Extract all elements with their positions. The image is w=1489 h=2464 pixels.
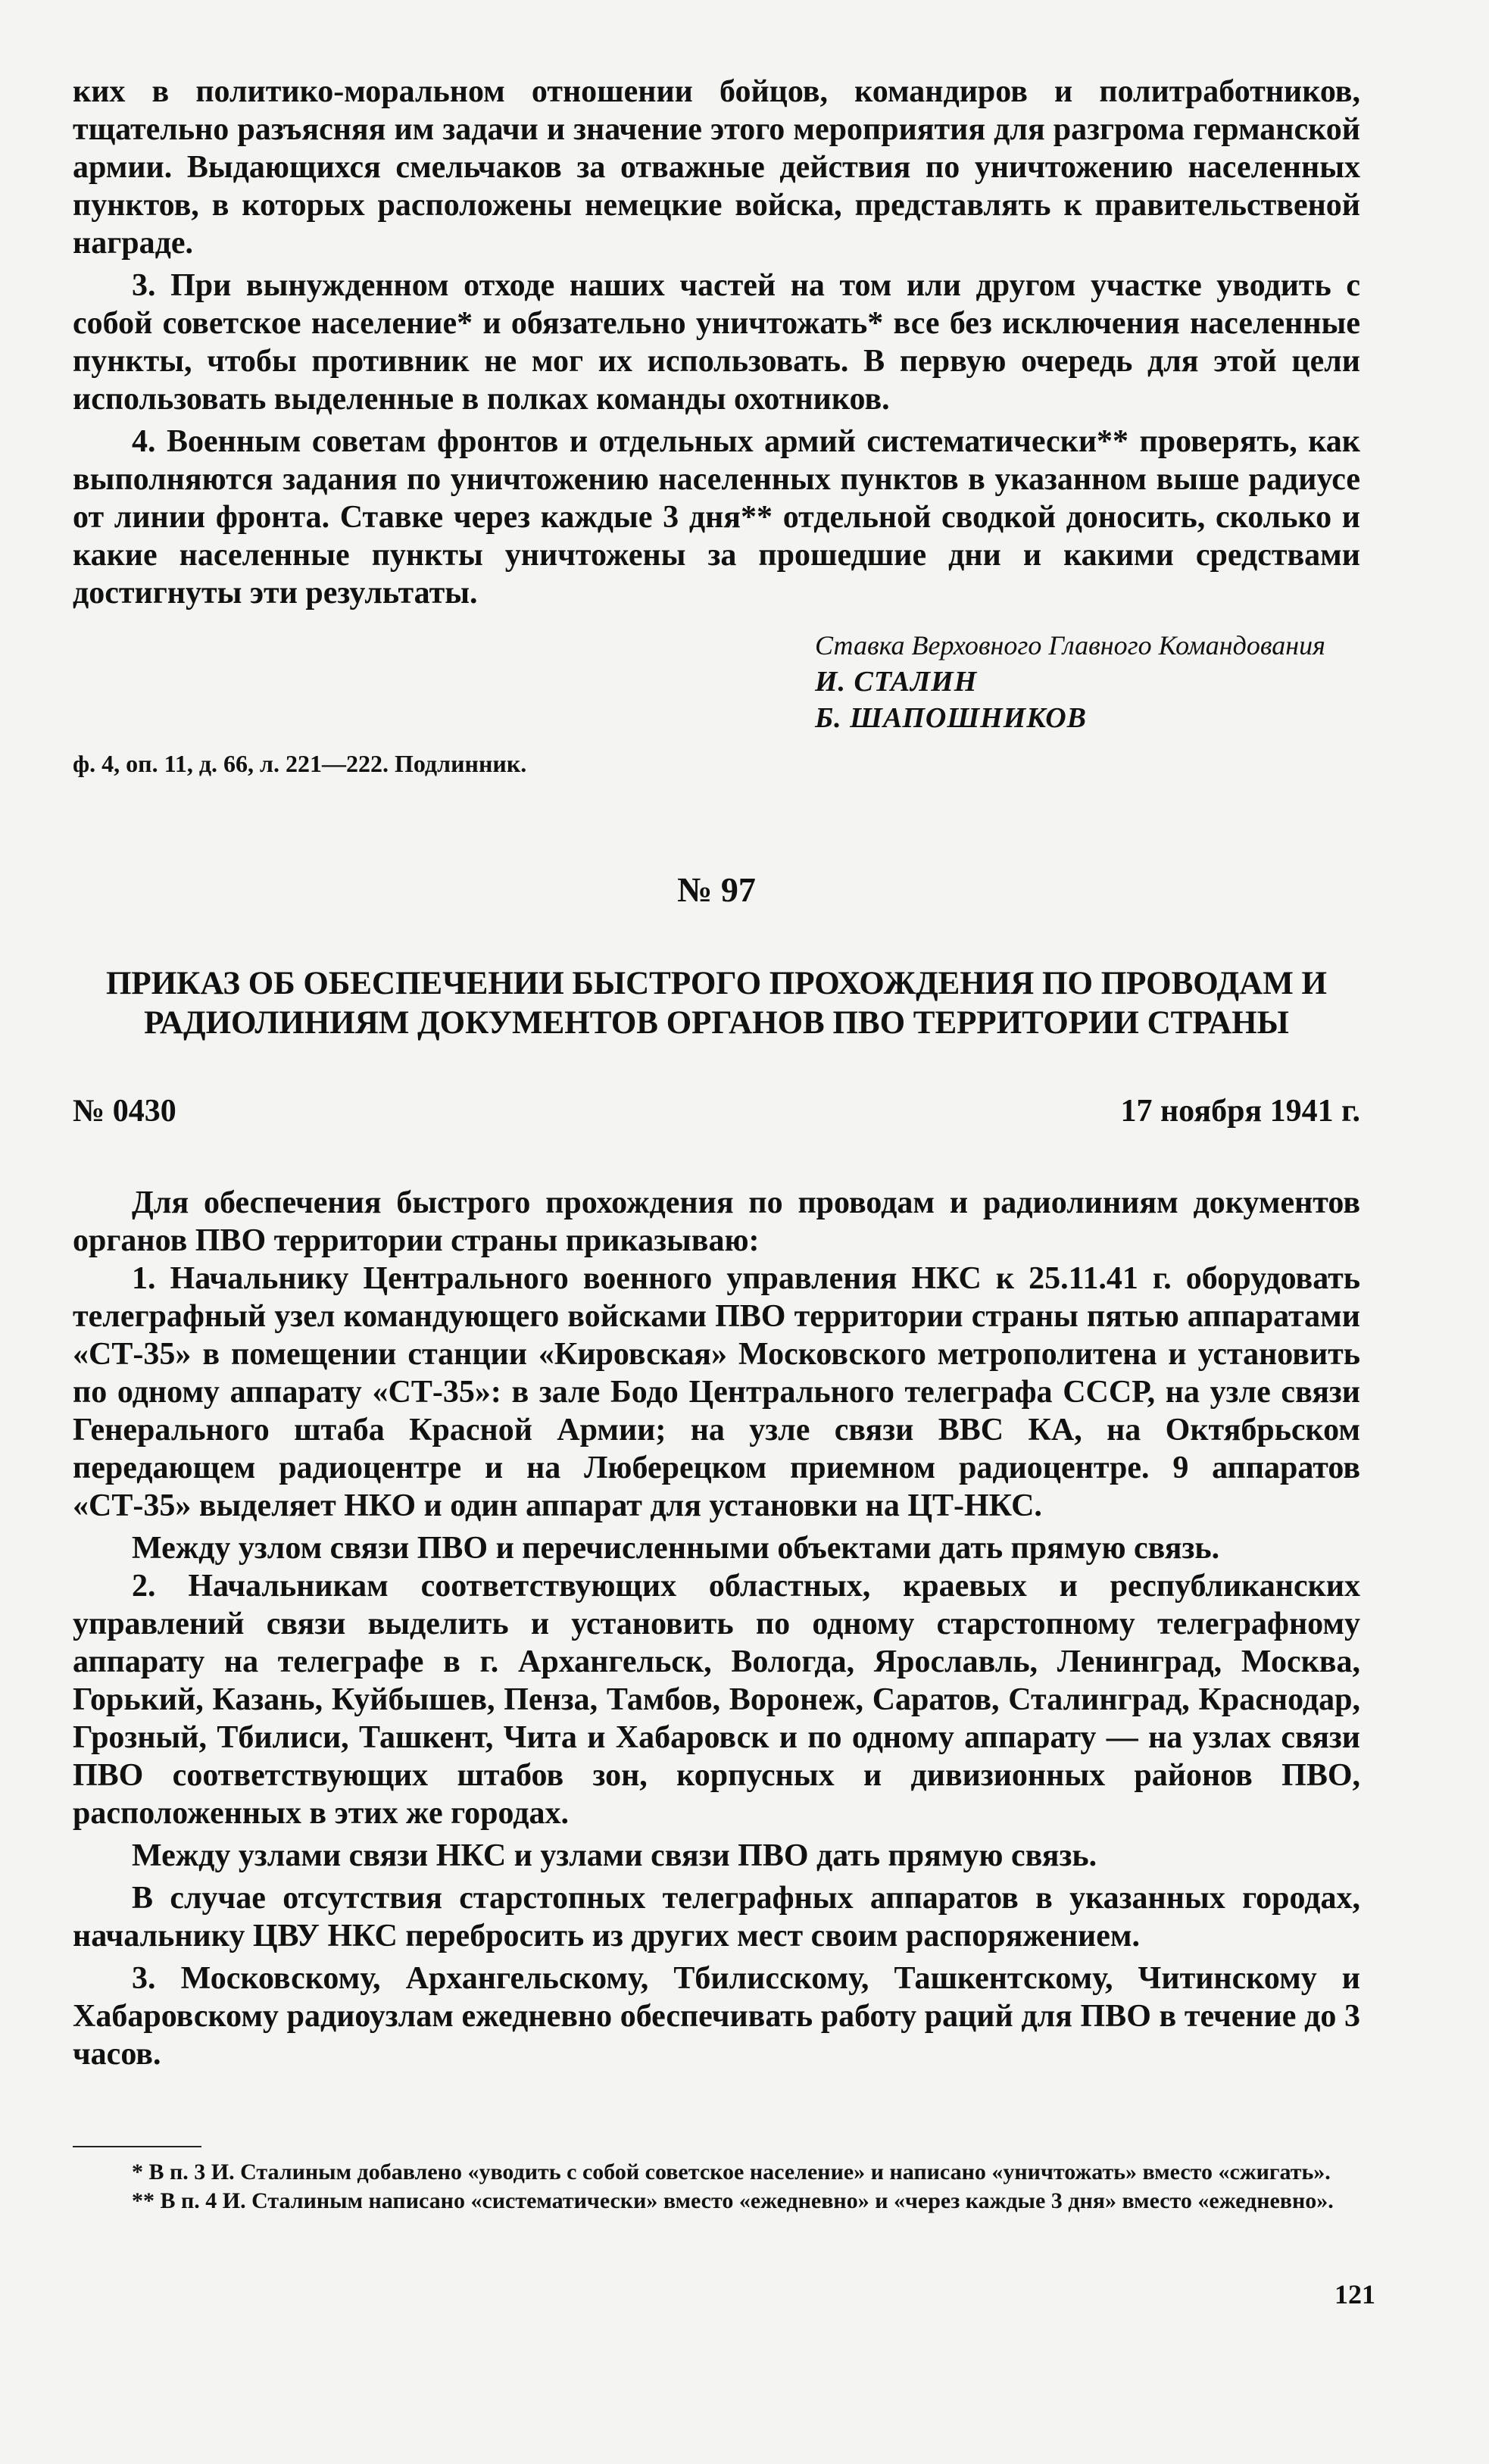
paragraph-point-4: 4. Военным советам фронтов и отдельных армий систематически** проверять, как выполняются задания по уничтожению населенных пунктов в указанном выше радиусе от линии фронта. Ставке через каждые 3 дня** отдельной сводкой доносить, сколько и какие населенные пункты уничтожены за прошедшие дни и какими средствами достигнуты эти результаты. xyxy=(73,424,1360,611)
page-number: 121 xyxy=(1334,2279,1375,2309)
signature-shaposhnikov: Б. ШАПОШНИКОВ xyxy=(815,702,1088,734)
order-header xyxy=(73,1093,1360,1129)
order-number: № 0430 xyxy=(73,1094,176,1129)
document-title: ПРИКАЗ ОБ ОБЕСПЕЧЕНИИ БЫСТРОГО ПРОХОЖДЕНИЯ ПО ПРОВОДАМ И РАДИОЛИНИЯМ ДОКУМЕНТОВ ОРГАНОВ ПВО ТЕРРИТОРИИ СТРАНЫ xyxy=(105,966,1328,1041)
document-page xyxy=(73,73,1360,2216)
signature-block xyxy=(815,629,1360,735)
document-number: № 97 xyxy=(677,870,756,909)
paragraph-preamble: Для обеспечения быстрого прохождения по проводам и радиолиниям документов органов ПВО территории страны приказываю: xyxy=(73,1185,1360,1258)
paragraph-absence: В случае отсутствия старстопных телеграфных аппаратов в указанных городах, начальнику ЦВУ НКС перебросить из других мест своим распоряжением. xyxy=(73,1881,1360,1953)
paragraph-order-2: 2. Начальникам соответствующих областных, краевых и республиканских управлений связи выделить и установить по одному старстопному телеграфному аппарату на телеграфе в г. Архангельск, Вологда, Ярославль, Ленинград, Москва, Горький, Казань, Куйбышев, Пенза, Тамбов, Воронеж, Саратов, Сталинград, Краснодар, Грозный, Тбилиси, Ташкент, Чита и Хабаровск и по одному аппарату — на узлах связи ПВО соответствующих штабов зон, корпусных и дивизионных районов ПВО, расположенных в этих же городах. xyxy=(73,1569,1360,1831)
signature-stalin: И. СТАЛИН xyxy=(815,666,978,698)
signature-hq: Ставка Верховного Главного Командования xyxy=(815,630,1325,661)
footnote-1: * В п. 3 И. Сталиным добавлено «уводить с собой советское население» и написано «уничтожать» вместо «сжигать». xyxy=(132,2160,1331,2184)
paragraph-continuation: ких в политико-моральном отношении бойцов, командиров и политработников, тщательно разъясняя им задачи и значение этого мероприятия для разгрома германской армии. Выдающихся смельчаков за отважные действия по уничтожению населенных пунктов, в которых расположены немецкие войска, представлять к правительственой награде. xyxy=(73,74,1360,261)
paragraph-direct-link-1: Между узлом связи ПВО и перечисленными объектами дать прямую связь. xyxy=(132,1531,1220,1566)
paragraph-order-1: 1. Начальнику Центрального военного управления НКС к 25.11.41 г. оборудовать телеграфный узел командующего войсками ПВО территории страны пятью аппаратами «СТ-35» в помещении станции «Кировская» Московского метрополитена и установить по одному аппарату «СТ-35»: в зале Бодо Центрального телеграфа СССР, на узле связи Генерального штаба Красной Армии; на узле связи ВВС КА, на Октябрьском передающем радиоцентре и на Люберецком приемном радиоцентре. 9 аппаратов «СТ-35» выделяет НКО и один аппарат для установки на ЦТ-НКС. xyxy=(73,1261,1360,1523)
paragraph-point-3: 3. При вынужденном отходе наших частей на том или другом участке уводить с собой советское население* и обязательно уничтожать* все без исключения населенные пункты, чтобы противник не мог их использовать. В первую очередь для этой цели использовать выделенные в полках команды охотников. xyxy=(73,268,1360,417)
order-date: 17 ноября 1941 г. xyxy=(1120,1094,1360,1129)
footnote-2: ** В п. 4 И. Сталиным написано «систематически» вместо «ежедневно» и «через каждые 3 дня» вместо «ежедневно». xyxy=(132,2188,1334,2213)
paragraph-order-3: 3. Московскому, Архангельскому, Тбилисскому, Ташкентскому, Читинскому и Хабаровскому радиоузлам ежедневно обеспечивать работу раций для ПВО в течение до 3 часов. xyxy=(73,1961,1360,2072)
archive-reference: ф. 4, оп. 11, д. 66, л. 221—222. Подлинник. xyxy=(73,750,527,777)
footnote-divider xyxy=(73,2146,201,2147)
paragraph-direct-link-2: Между узлами связи НКС и узлами связи ПВО дать прямую связь. xyxy=(132,1838,1097,1873)
